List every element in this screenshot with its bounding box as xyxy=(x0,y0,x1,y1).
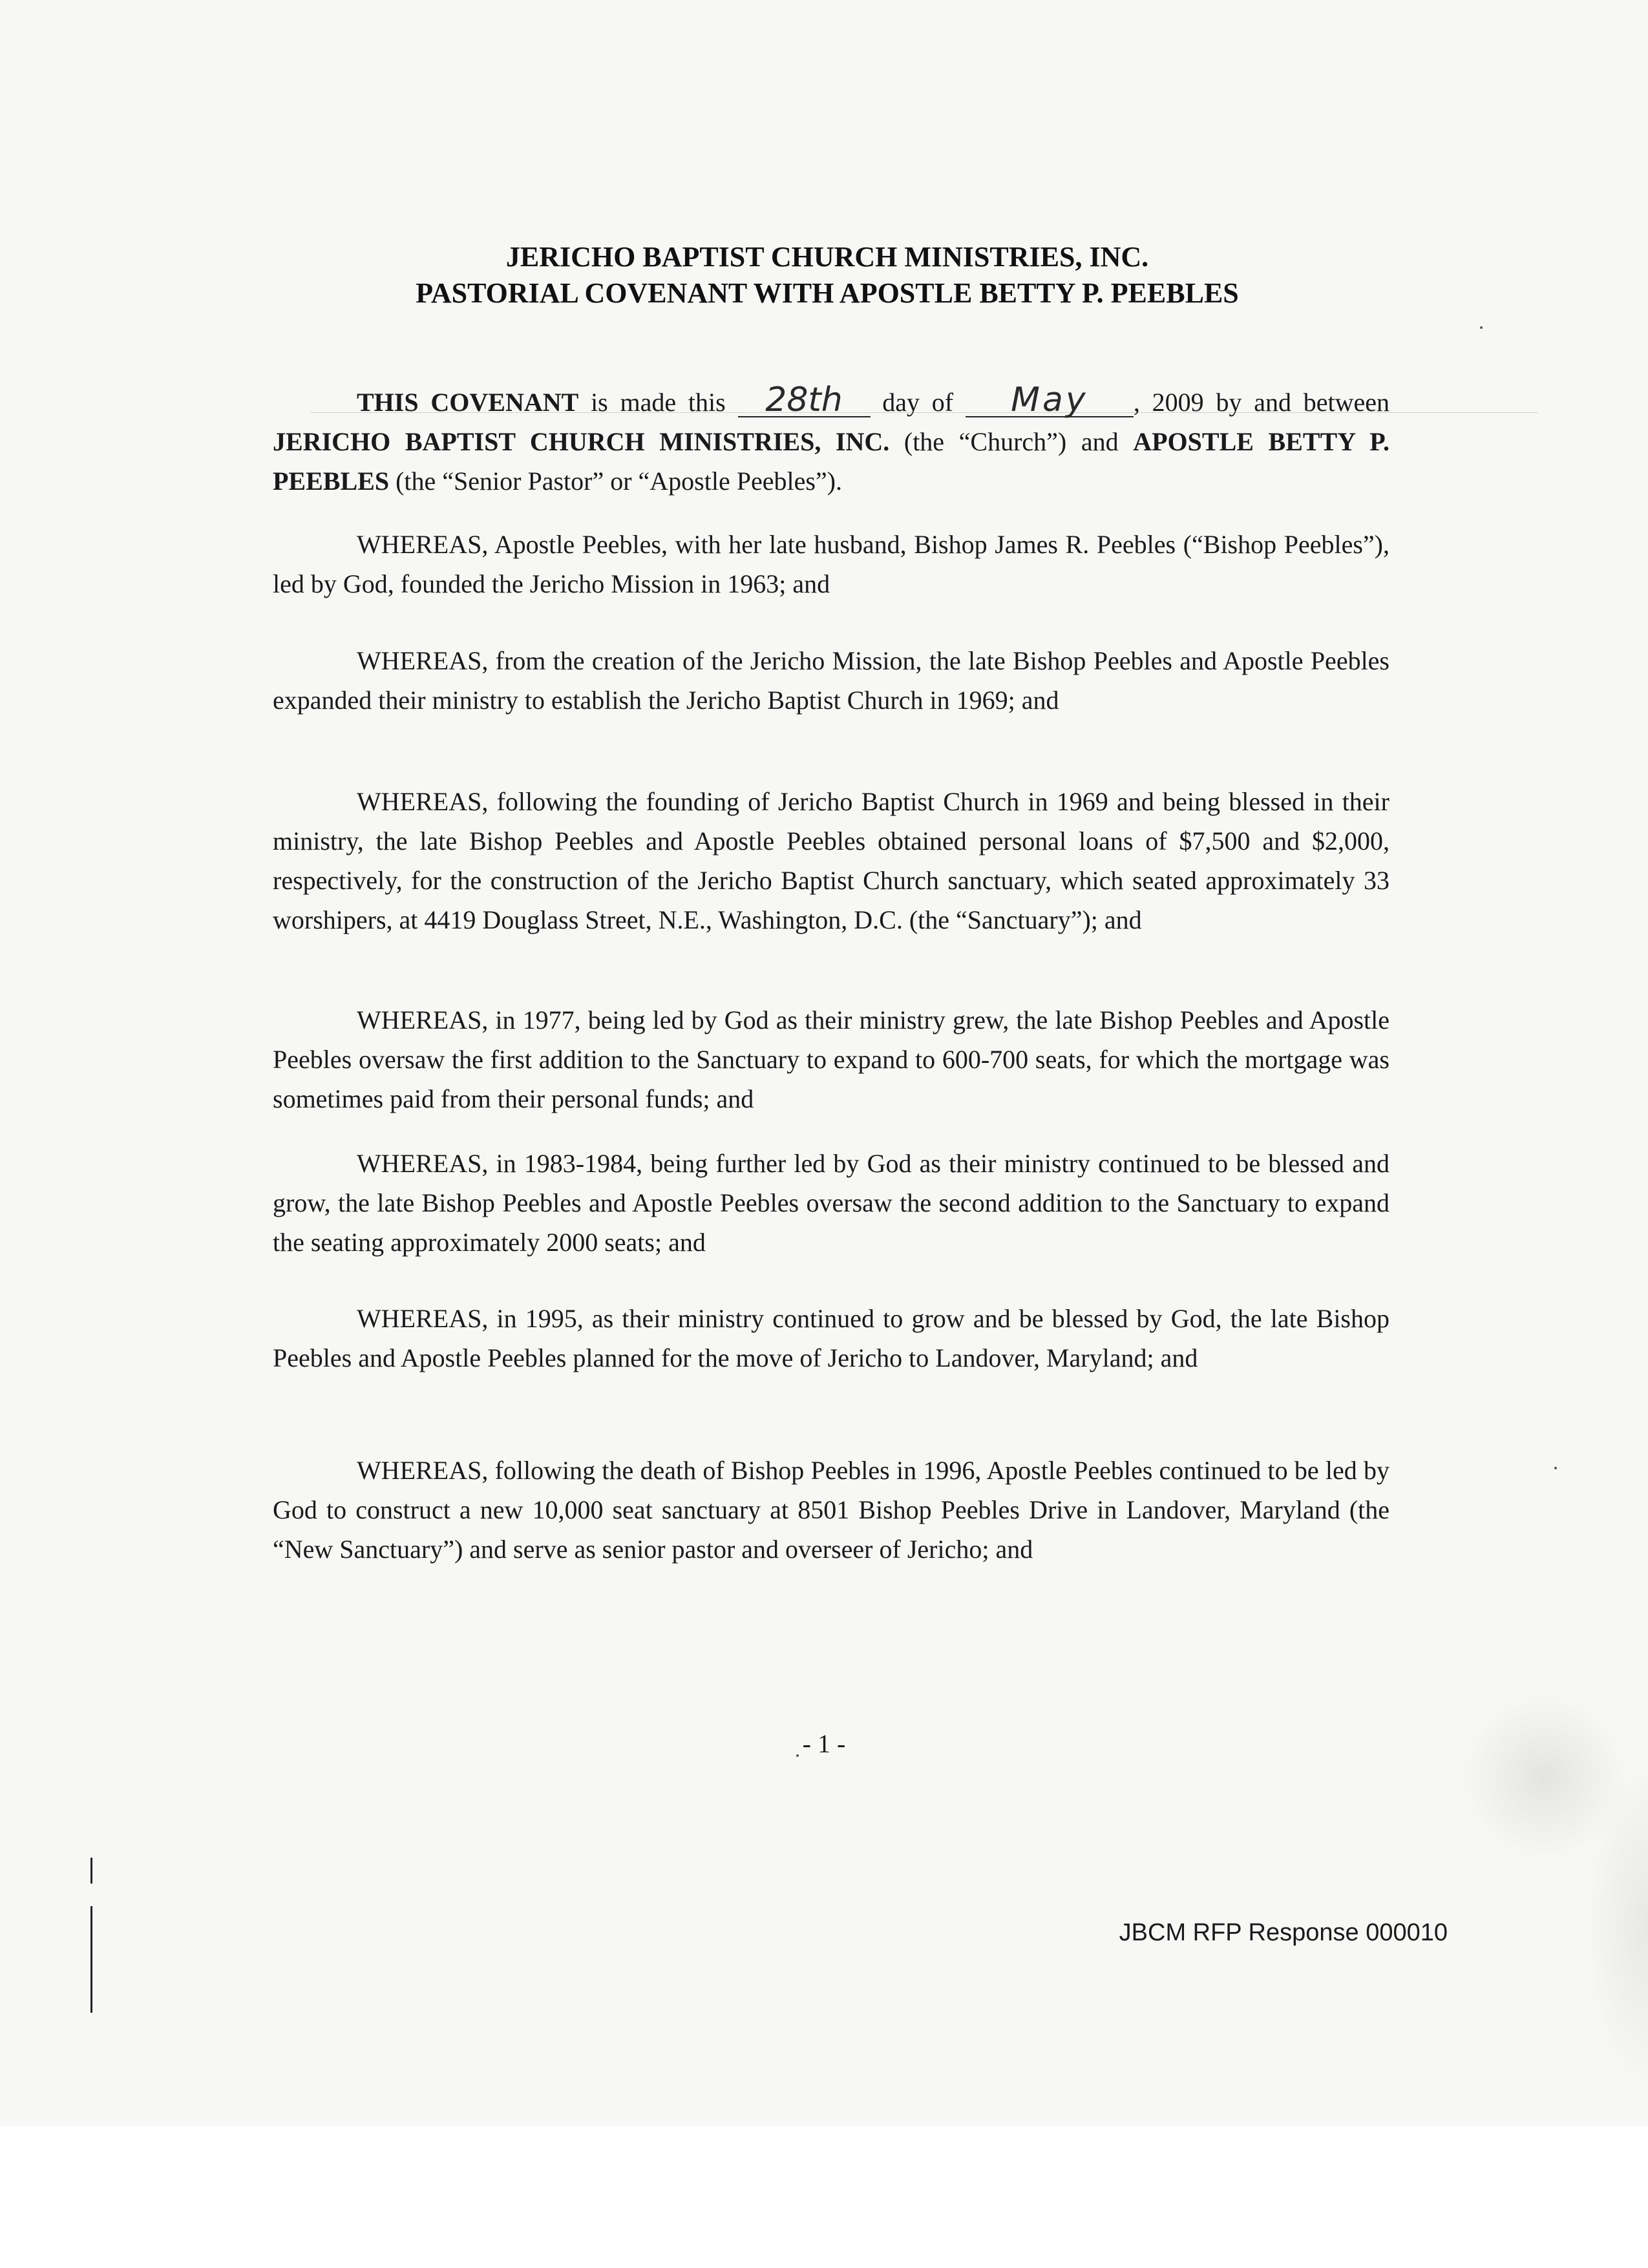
pastor-name: APOSTLE BETTY P. PEEBLES xyxy=(273,427,1389,496)
whereas-paragraph-2: WHEREAS, from the creation of the Jericho Mission, the late Bishop Peebles and Apostle Peebles expanded their ministry to establish the Jericho Baptist Church in 1969; and xyxy=(273,646,1389,715)
whereas-paragraph-6: WHEREAS, in 1995, as their ministry continued to grow and be blessed by God, the late Bishop Peebles and Apostle Peebles planned for the move of Jericho to Landover, Maryland; and xyxy=(273,1304,1389,1372)
document-title-line-2: PASTORIAL COVENANT WITH APOSTLE BETTY P. PEEBLES xyxy=(416,277,1239,309)
scan-shadow xyxy=(1461,1693,1629,1861)
scan-speck xyxy=(1554,1467,1557,1469)
opening-text-c: , 2009 by and between xyxy=(1133,388,1390,417)
covenant-lead: THIS COVENANT xyxy=(357,388,579,417)
opening-text-a: is made this xyxy=(578,388,738,417)
whereas-paragraph-5: WHEREAS, in 1983-1984, being further led by God as their ministry continued to be blessed and grow, the late Bishop Peebles and Apostle Peebles oversaw the second addition to the Sanctuary to expand the seating approximately 2000 seats; and xyxy=(273,1149,1389,1257)
opening-text-d: (the “Church”) and xyxy=(889,427,1134,456)
whereas-paragraph-3: WHEREAS, following the founding of Jericho Baptist Church in 1969 and being blessed in their ministry, the late Bishop Peebles and Apostle Peebles obtained personal loans of $7,500 and $2,000, respectively, for the construction of the Jericho Baptist Church sanctuary, which seated approximately 33 worshipers, at 4419 Douglass Street, N.E., Washington, D.C. (the “Sanctuary”); and xyxy=(273,787,1389,934)
margin-mark xyxy=(90,1858,92,1884)
page-number: - 1 - xyxy=(802,1729,846,1758)
whereas-paragraph-1: WHEREAS, Apostle Peebles, with her late husband, Bishop James R. Peebles (“Bishop Peebles”), led by God, founded the Jericho Mission in 1963; and xyxy=(273,530,1389,598)
handwritten-month: May xyxy=(966,384,1134,417)
opening-text-b: day of xyxy=(870,388,966,417)
scan-speck xyxy=(796,1754,799,1757)
bates-number: JBCM RFP Response 000010 xyxy=(1119,1919,1448,1946)
margin-mark xyxy=(90,1906,92,2013)
handwritten-day: 28th xyxy=(738,384,871,417)
scan-speck xyxy=(1480,326,1483,329)
whereas-paragraph-7: WHEREAS, following the death of Bishop Peebles in 1996, Apostle Peebles continued to be led by God to construct a new 10,000 seat sanctuary at 8501 Bishop Peebles Drive in Landover, Maryland (the “New Sanctuary”) and serve as senior pastor and overseer of Jericho; and xyxy=(273,1456,1389,1564)
opening-paragraph xyxy=(273,383,1389,501)
document-title-line-1: JERICHO BAPTIST CHURCH MINISTRIES, INC. xyxy=(505,241,1149,273)
page-bottom-margin xyxy=(0,2126,1648,2268)
opening-text-e: (the “Senior Pastor” or “Apostle Peebles”). xyxy=(389,467,842,496)
church-name: JERICHO BAPTIST CHURCH MINISTRIES, INC. xyxy=(273,427,890,456)
whereas-paragraph-4: WHEREAS, in 1977, being led by God as their ministry grew, the late Bishop Peebles and Apostle Peebles oversaw the first addition to the Sanctuary to expand to 600-700 seats, for which the mortgage was sometimes paid from their personal funds; and xyxy=(273,1005,1389,1113)
